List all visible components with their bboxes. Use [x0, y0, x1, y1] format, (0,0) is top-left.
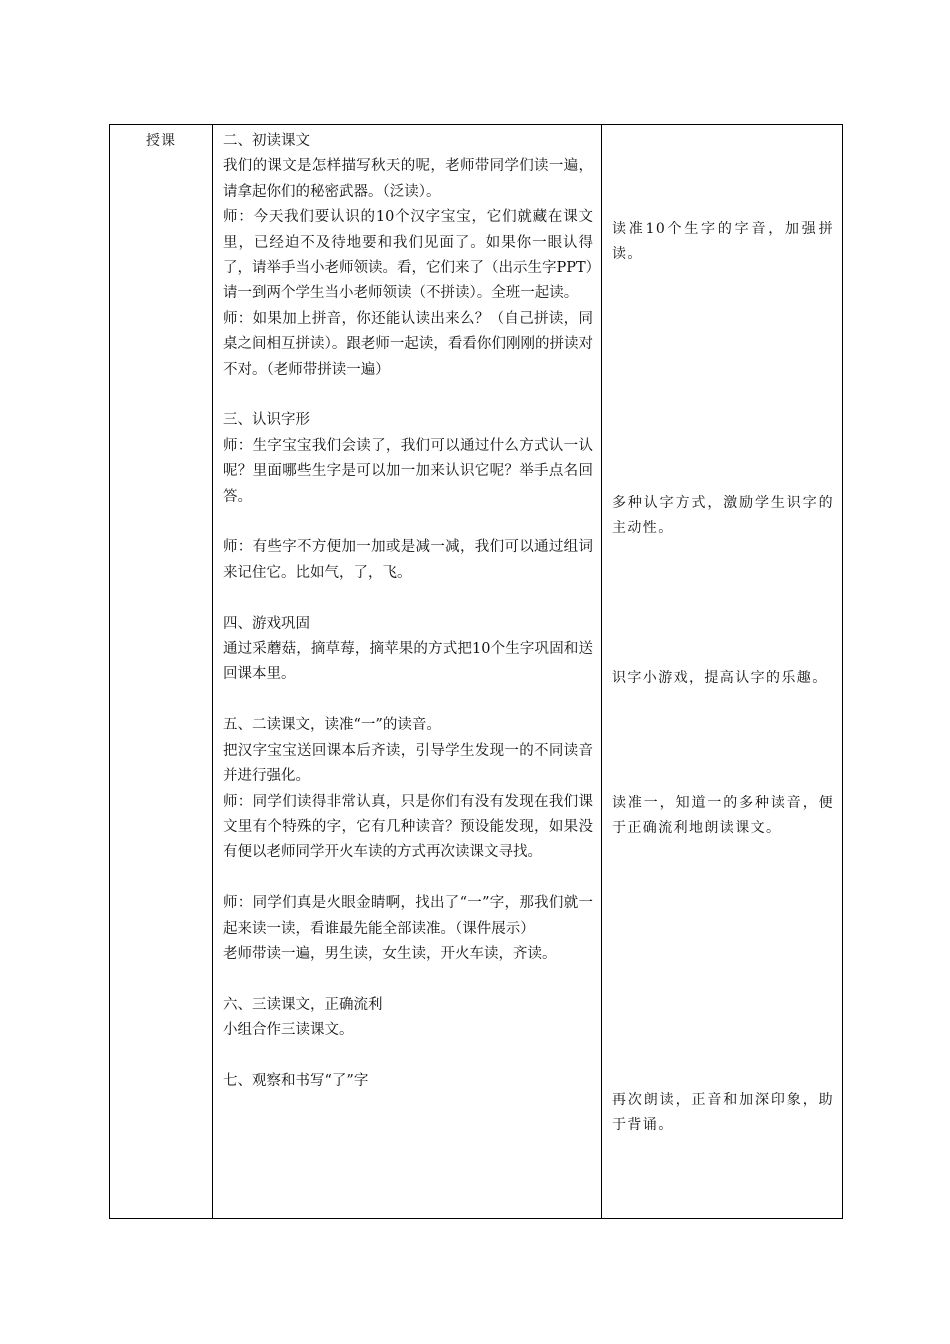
design-note: 读准一，知道一的多种读音，便于正确流利地朗读课文。: [612, 795, 834, 836]
blank-line: [223, 688, 593, 713]
content-line: 师：有些字不方便加一加或是减一减，我们可以通过组词来记住它。比如气，了，飞。: [223, 539, 593, 581]
content-line: 通过采蘑菇，摘草莓，摘苹果的方式把10个生字巩固和送回课本里。: [223, 641, 593, 683]
section-label: 授课: [146, 133, 176, 149]
table-row: [110, 125, 843, 1219]
content-line: 师：同学们真是火眼金睛啊，找出了“一”字，那我们就一起来读一读，看谁最先能全部读准。（课件展示）: [223, 895, 593, 937]
content-line: 把汉字宝宝送回课本后齐读，引导学生发现一的不同读音并进行强化。: [223, 742, 593, 785]
design-note: 多种认字方式，激励学生识字的主动性。: [612, 495, 834, 536]
content-line: 四、游戏巩固: [223, 615, 310, 632]
design-note: 读准10个生字的字音，加强拼读。: [612, 221, 834, 262]
content-line: 老师带读一遍，男生读，女生读，开火车读，齐读。: [223, 945, 557, 962]
blank-line: [223, 383, 593, 408]
content-line: 师：同学们读得非常认真，只是你们有没有发现在我们课文里有个特殊的字，它有几种读音？预设能发现，如果没有便以老师同学开火车读的方式再次读课文寻找。: [223, 793, 593, 861]
content-line: 师：今天我们要认识的10个汉字宝宝，它们就藏在课文里，已经迫不及待地要和我们见面了。如果你一眼认得了，请举手当小老师领读。看，它们来了（出示生字PPT）: [223, 209, 601, 277]
blank-line: [223, 510, 593, 535]
blank-line: [223, 1044, 593, 1069]
content-line: 请一到两个学生当小老师领读（不拼读）。全班一起读。: [223, 285, 579, 302]
content-line: 小组合作三读课文。: [223, 1022, 354, 1039]
blank-line: [223, 967, 593, 992]
content-line: 师：如果加上拼音，你还能认读出来么？（自己拼读，同桌之间相互拼读）。跟老师一起读，看看你们刚刚的拼读对不对。（老师带拼读一遍）: [223, 310, 593, 378]
content-line: 二、初读课文: [223, 133, 310, 149]
teaching-content: [213, 125, 601, 1094]
content-line: 七、观察和书写“了”字: [223, 1072, 369, 1089]
lesson-plan-table: [109, 124, 843, 1219]
design-note: 识字小游戏，提高认字的乐趣。: [612, 670, 828, 686]
content-line: 我们的课文是怎样描写秋天的呢，老师带同学们读一遍，请拿起你们的秘密武器。（泛读）。: [223, 158, 593, 200]
design-note: 再次朗读，正音和加深印象，助于背诵。: [612, 1092, 834, 1133]
design-intent-cell: [602, 125, 843, 1219]
blank-line: [223, 586, 593, 611]
content-line: 五、二读课文，读准“一”的读音。: [223, 717, 441, 734]
content-line: 六、三读课文，正确流利: [223, 996, 383, 1013]
content-line: 三、认识字形: [223, 412, 310, 429]
teaching-content-cell: [213, 125, 602, 1219]
content-line: 师：生字宝宝我们会读了，我们可以通过什么方式认一认呢？里面哪些生字是可以加一加来认识它呢？举手点名回答。: [223, 437, 593, 505]
blank-line: [223, 866, 593, 891]
section-label-cell: [110, 125, 213, 1219]
